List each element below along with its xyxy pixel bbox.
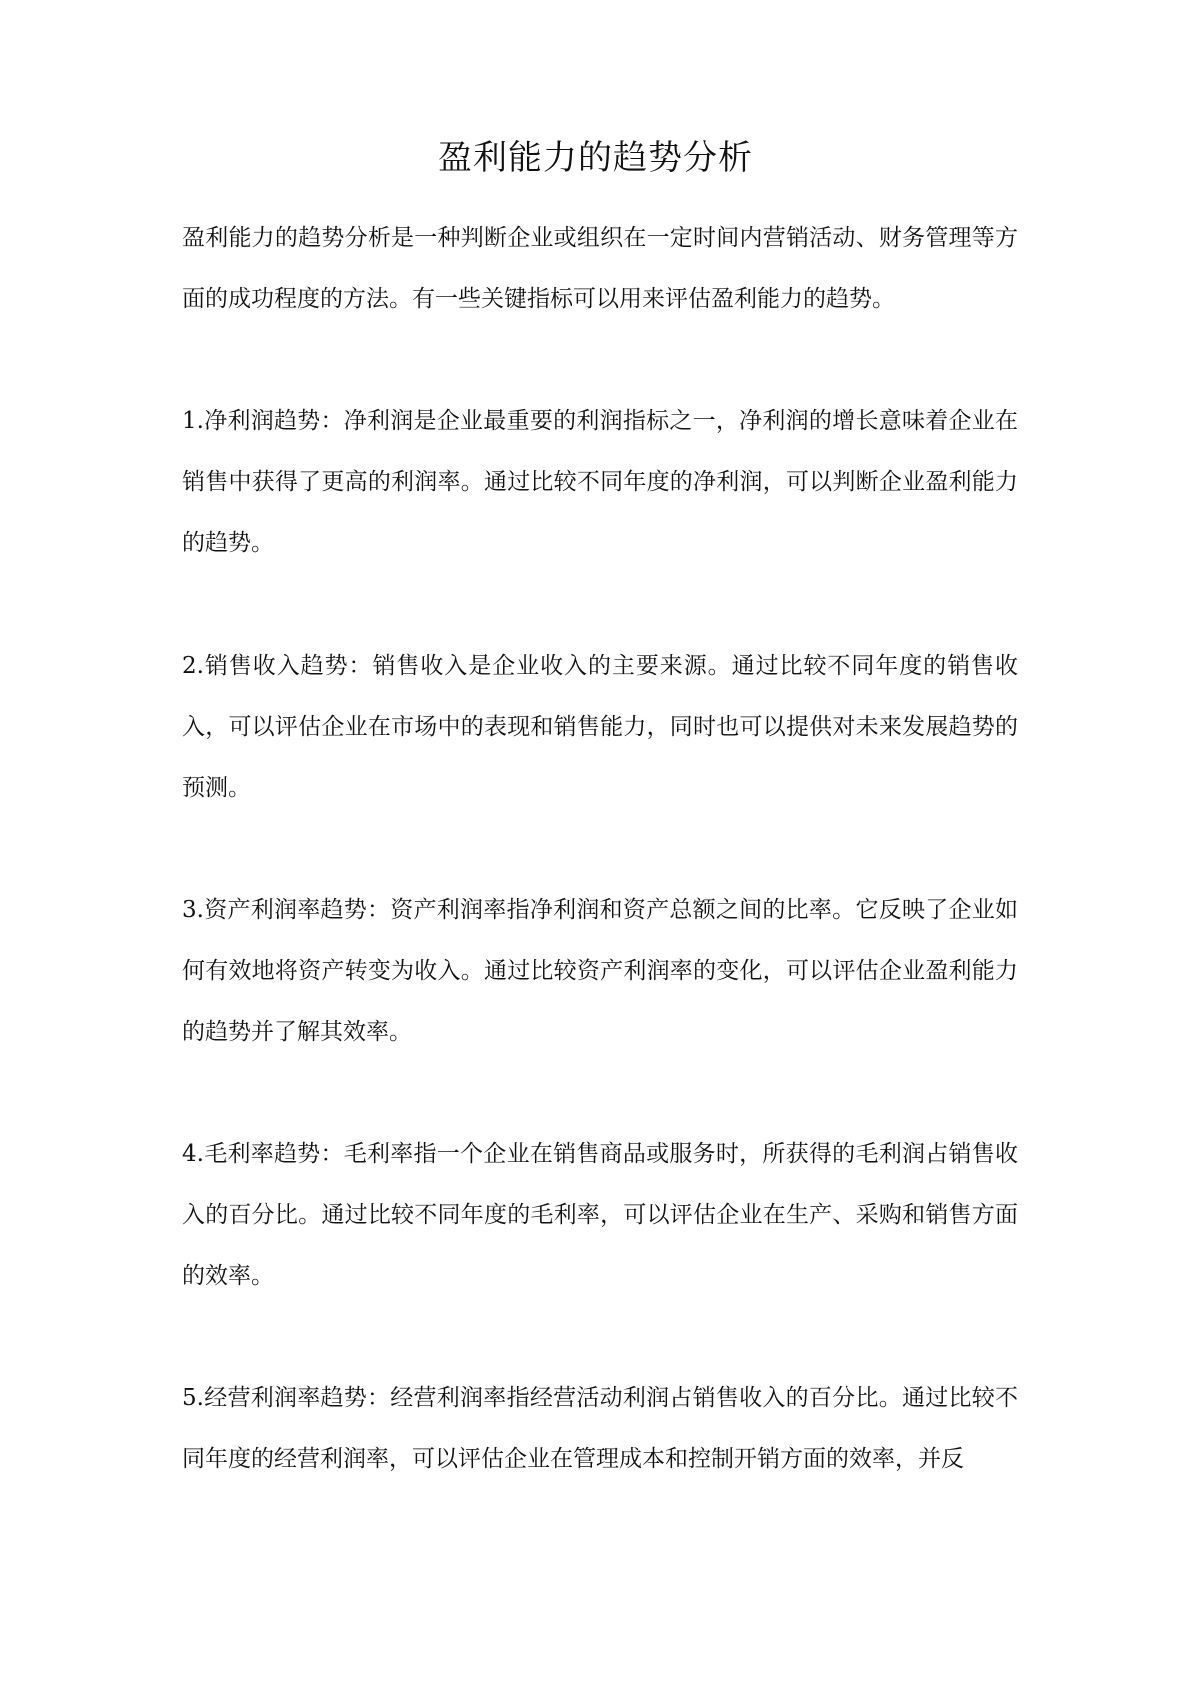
paragraph-sales-revenue-trend: 2.销售收入趋势：销售收入是企业收入的主要来源。通过比较不同年度的销售收入，可以评估企业在市场中的表现和销售能力，同时也可以提供对未来发展趋势的预测。 (182, 653, 1018, 801)
paragraph-gross-margin-trend: 4.毛利率趋势：毛利率指一个企业在销售商品或服务时，所获得的毛利润占销售收入的百分比。通过比较不同年度的毛利率，可以评估企业在生产、采购和销售方面的效率。 (182, 1141, 1018, 1289)
paragraph-asset-profit-rate-trend: 3.资产利润率趋势：资产利润率指净利润和资产总额之间的比率。它反映了企业如何有效地将资产转变为收入。通过比较资产利润率的变化，可以评估企业盈利能力的趋势并了解其效率。 (182, 897, 1018, 1045)
paragraph-net-profit-trend: 1.净利润趋势：净利润是企业最重要的利润指标之一，净利润的增长意味着企业在销售中获得了更高的利润率。通过比较不同年度的净利润，可以判断企业盈利能力的趋势。 (182, 408, 1018, 556)
page-title: 盈利能力的趋势分析 (438, 138, 753, 178)
paragraph-operating-margin-trend: 5.经营利润率趋势：经营利润率指经营活动利润占销售收入的百分比。通过比较不同年度的经营利润率，可以评估企业在管理成本和控制开销方面的效率，并反 (182, 1385, 1018, 1472)
intro-paragraph: 盈利能力的趋势分析是一种判断企业或组织在一定时间内营销活动、财务管理等方面的成功程度的方法。有一些关键指标可以用来评估盈利能力的趋势。 (182, 225, 1018, 312)
